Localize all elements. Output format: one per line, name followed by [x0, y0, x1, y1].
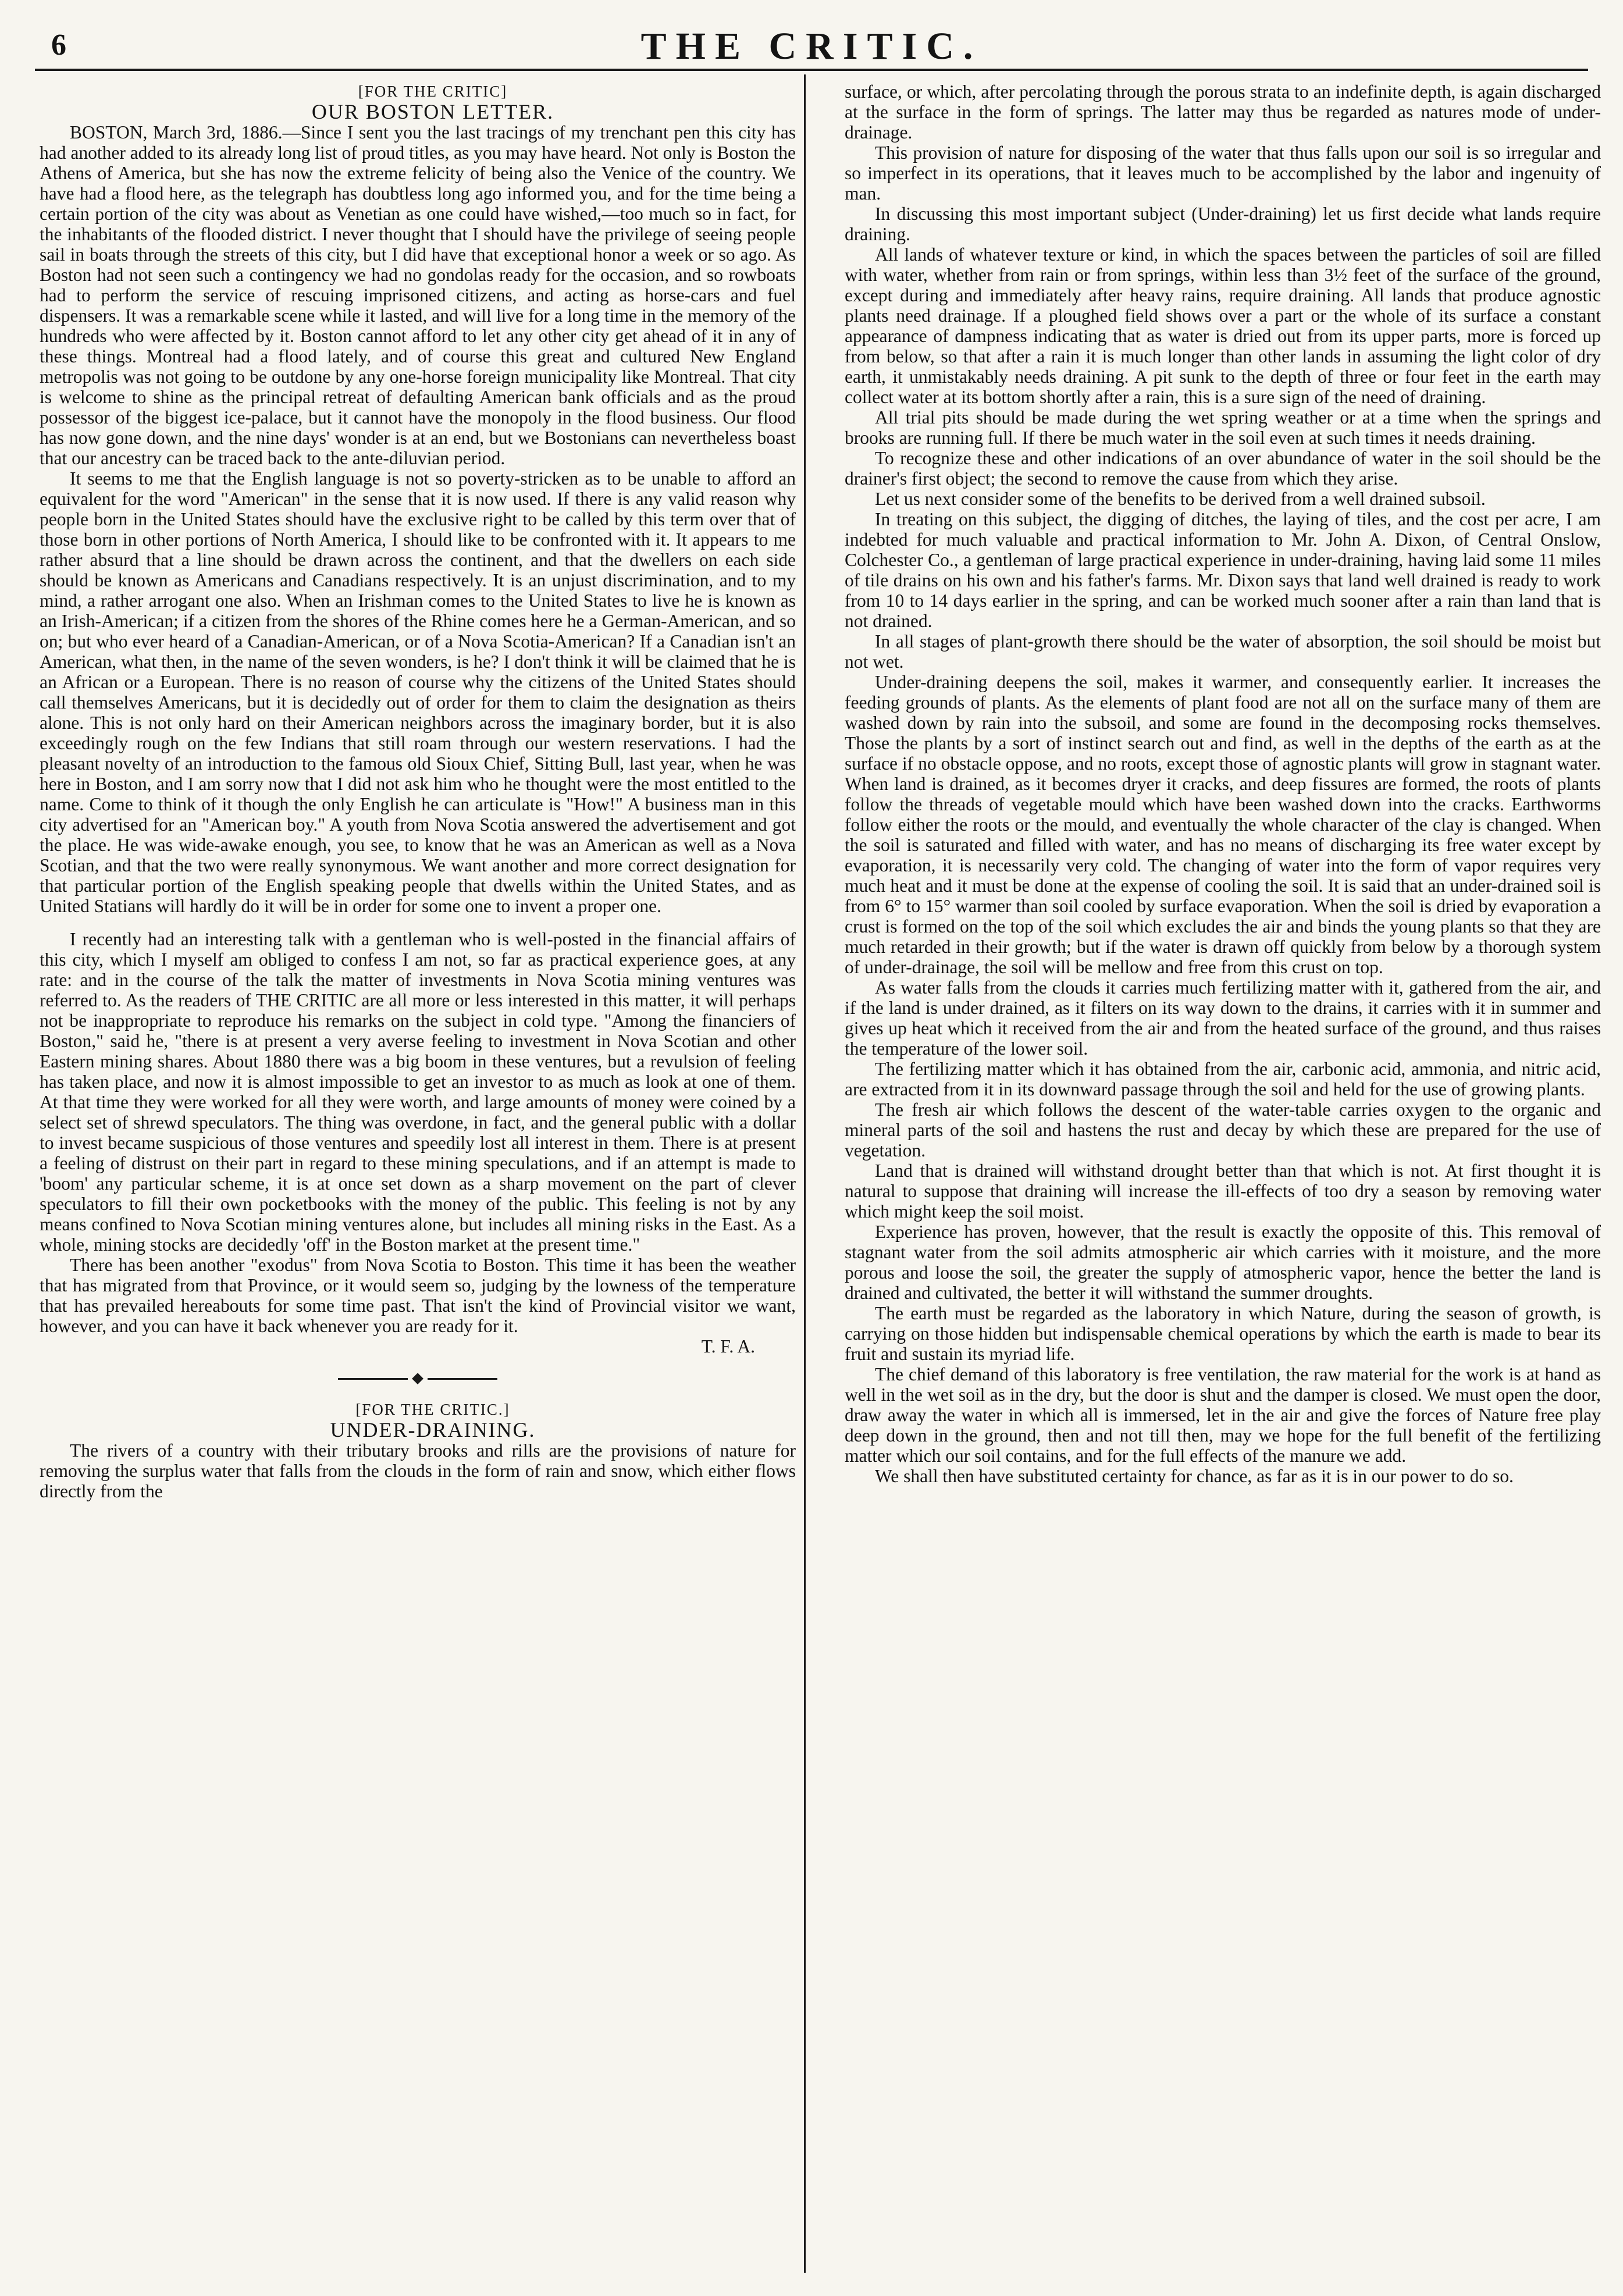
under-draining-paragraph-9: In all stages of plant-growth there should be the water of absorption, the soil should be moist but not wet.	[845, 631, 1601, 672]
under-draining-paragraph-16: The earth must be regarded as the laboratory in which Nature, during the season of growth, is carrying on those hidden but indispensable chemical operations by which the earth is made to bear its fruit and sustain its myriad life.	[845, 1303, 1601, 1364]
under-draining-paragraph-6: To recognize these and other indications of an over abundance of water in the soil should be the drainer's first object; the second to remove the cause from which they arise.	[845, 448, 1601, 489]
under-draining-paragraph-10: Under-draining deepens the soil, makes it warmer, and consequently earlier. It increases the feeding grounds of plants. As the elements of plant food are not all on the surface many of them are washed down by rain into the subsoil, and some are found in the decomposing rocks themselves. Those the plants by a sort of instinct search out and find, as well in the depths of the earth as at the surface if no obstacle oppose, and no roots, except those of agnostic plants will grow in stagnant water. When land is drained, as it becomes dryer it cracks, and deep fissures are formed, the roots of plants follow the threads of vegetable mould which have been washed down into the cracks. Earthworms follow either the roots or the mould, and eventually the whole character of the clay is changed. When the soil is saturated and filled with water, and has no means of discharging its free water except by evaporation, it is necessarily very cold. The changing of water into the form of vapor requires very much heat and it must be done at the expense of cooling the soil. It is said that an under-drained soil is from 6° to 15° warmer than soil cooled by surface evaporation. When the soil is dried by evaporation a crust is formed on the top of the soil which excludes the air and binds the young plants so that they are much retarded in their growth; but if the water is drawn off quickly from below by a thorough system of under-drainage, the soil will be mellow and free from this crust on top.	[845, 672, 1601, 977]
page-header	[35, 23, 1588, 70]
under-draining-paragraph-11: As water falls from the clouds it carries much fertilizing matter with it, gathered from the air, and if the land is under drained, as it filters on its way down to the drains, it carries with it in summer and gives up heat which it received from the air and from the heated surface of the ground, and thus raises the temperature of the lower soil.	[845, 977, 1601, 1059]
under-draining-paragraph-13: The fresh air which follows the descent of the water-table carries oxygen to the organic and mineral parts of the soil and hastens the rust and decay by which these are prepared for the use of vegetation.	[845, 1099, 1601, 1161]
under-draining-paragraph-14: Land that is drained will withstand drought better than that which is not. At first thought it is natural to suppose that draining will increase the ill-effects of too dry a season by removing water which might keep the soil moist.	[845, 1161, 1601, 1222]
ornament-line	[338, 1378, 408, 1380]
boston-letter-pre-heading: [FOR THE CRITIC]	[358, 83, 508, 100]
ornament-line	[428, 1378, 497, 1380]
ornament-diamond	[412, 1373, 423, 1384]
under-draining-paragraph-3: In discussing this most important subject (Under-draining) let us first decide what lands require draining.	[845, 204, 1601, 244]
under-draining-paragraph-5: All trial pits should be made during the wet spring weather or at a time when the springs and brooks are running full. If there be much water in the soil even at such times it needs draining.	[845, 407, 1601, 448]
under-draining-paragraph-7: Let us next consider some of the benefits to be derived from a well drained subsoil.	[875, 489, 1486, 509]
paragraph-spacer	[40, 916, 796, 929]
under-draining-intro-paragraph: The rivers of a country with their tributary brooks and rills are the provisions of nature for removing the surplus water that falls from the clouds in the form of rain and snow, which either flows directly from the	[40, 1440, 796, 1501]
under-draining-paragraph-4: All lands of whatever texture or kind, in which the spaces between the particles of soil are filled with water, whether from rain or from springs, within less than 3½ feet of the surface of the ground, except during and immediately after heavy rains, require draining. All lands that produce agnostic plants need drainage. If a ploughed field shows over a part or the whole of its surface a constant appearance of dampness indicating that as water is dried out from its upper parts, more is forced up from below, so that after a rain it is much longer than other lands in assuming the light color of dry earth, it unmistakably needs draining. A pit sunk to the depth of three or four feet in the earth may collect water at its bottom shortly after a rain, this is a sure sign of the need of draining.	[845, 244, 1601, 407]
under-draining-paragraph-15: Experience has proven, however, that the result is exactly the opposite of this. This removal of stagnant water from the soil admits atmospheric air which carries with it moisture, and the more porous and loose the soil, the greater the supply of atmospheric vapor, hence the better the land is drained and cultivated, the better it will withstand the summer droughts.	[845, 1222, 1601, 1303]
page-number: 6	[51, 29, 66, 62]
under-draining-paragraph-2: This provision of nature for disposing of the water that thus falls upon our soil is so irregular and so imperfect in its operations, that it leaves much to be accomplished by the labor and ingenuity of man.	[845, 143, 1601, 204]
masthead: THE CRITIC.	[640, 25, 983, 67]
column-divider	[804, 74, 806, 2273]
boston-letter-paragraph-2: It seems to me that the English language is not so poverty-stricken as to be unable to afford an equivalent for the word "American" in the sense that it is now used. If there is any valid reason why people born in the United States should have the exclusive right to be called by this term over that of those born in other portions of North America, I should like to be confronted with it. It appears to me rather absurd that a line should be drawn across the continent, and that the dwellers on each side should be known as Americans and Canadians respectively. It is an unjust discrimination, and to my mind, a rather arrogant one also. When an Irishman comes to the United States to live he is known as an Irish-American; if a citizen from the shores of the Rhine comes here he a German-American, and so on; but who ever heard of a Canadian-American, or of a Nova Scotia-American? If a Canadian isn't an American, what then, in the name of the seven wonders, is he? I don't think it will be claimed that he is an African or a European. There is no reason of course why the citizens of the United States should call themselves Americans, but it is decidedly out of order for them to claim the designation as theirs alone. This is not only hard on their American neighbors across the imaginary border, but it is also exceedingly rough on the few Indians that still roam through our western reservations. I had the pleasant novelty of an introduction to the famous old Sioux Chief, Sitting Bull, last year, when he was here in Boston, and I am sorry now that I did not ask him who he thought were the most entitled to the name. Come to think of it though the only English he can articulate is "How!" A business man in this city advertised for an "American boy." A youth from Nova Scotia answered the advertisement and got the place. He was wide-awake enough, you see, to know that he was an American as well as a Nova Scotian, and that the two were really synonymous. We want another and more correct designation for that particular portion of the English speaking people that dwells within the United States, and as United Statians will hardly do it will be in order for some one to invent a proper one.	[40, 468, 796, 916]
boston-letter-title: OUR BOSTON LETTER.	[311, 100, 554, 123]
under-draining-pre-heading: [FOR THE CRITIC.]	[355, 1401, 510, 1418]
under-draining-paragraph-12: The fertilizing matter which it has obtained from the air, carbonic acid, ammonia, and nitric acid, are extracted from it in its downward passage through the soil and held for the use of growing plants.	[845, 1059, 1601, 1099]
header-rule	[35, 69, 1588, 71]
section-divider-ornament	[40, 1374, 796, 1383]
boston-letter-paragraph-4: There has been another "exodus" from Nova Scotia to Boston. This time it has been the weather that has migrated from that Province, or it would seem so, judging by the lowness of the temperature that has prevailed hereabouts for some time past. That isn't the kind of Provincial visitor we want, however, and you can have it back whenever you are ready for it.	[40, 1255, 796, 1336]
boston-letter-paragraph-3: I recently had an interesting talk with a gentleman who is well-posted in the financial affairs of this city, which I myself am obliged to confess I am not, so far as practical experience goes, at any rate: and in the course of the talk the matter of investments in Nova Scotia mining ventures was referred to. As the readers of THE CRITIC are all more or less interested in this matter, it will perhaps not be inappropriate to reproduce his remarks on the subject in cold type. "Among the financiers of Boston," said he, "there is at present a very averse feeling to investment in Nova Scotian and other Eastern mining shares. About 1880 there was a big boom in these ventures, but a revulsion of feeling has taken place, and now it is almost impossible to get an investor to as much as look at one of them. At that time they were worked for all they were worth, and large amounts of money were coined by a select set of shrewd speculators. The thing was overdone, in fact, and the general public with a dollar to invest became suspicious of those ventures and speedily lost all interest in them. There is at present a feeling of distrust on their part in regard to these mining speculations, and if an attempt is made to 'boom' any particular scheme, it is at once set down as a sharp movement on the part of clever speculators to fill their own pocketbooks with the money of the public. This feeling is not by any means confined to Nova Scotian mining ventures alone, but includes all mining risks in the East. As a whole, mining stocks are decidedly 'off' in the Boston market at the present time."	[40, 929, 796, 1255]
left-column	[40, 81, 796, 2273]
under-draining-paragraph-18: We shall then have substituted certainty for chance, as far as it is in our power to do so.	[875, 1466, 1514, 1486]
under-draining-paragraph-17: The chief demand of this laboratory is free ventilation, the raw material for the work is at hand as well in the wet soil as in the dry, but the door is shut and the damper is closed. We must open the door, draw away the water in which all is immersed, let in the air and give the forces of Nature free play deep down in the ground, then and not till then, may we hope for the full benefit of the fertilizing matter which our soil contains, and for the full effects of the manure we add.	[845, 1364, 1601, 1466]
under-draining-paragraph-8: In treating on this subject, the digging of ditches, the laying of tiles, and the cost per acre, I am indebted for much valuable and practical information to Mr. John A. Dixon, of Central Onslow, Colchester Co., a gentleman of large practical experience in under-draining, having laid some 11 miles of tile drains on his own and his father's farms. Mr. Dixon says that land well drained is ready to work from 10 to 14 days earlier in the spring, and can be worked much sooner after a rain than land that is not drained.	[845, 509, 1601, 631]
under-draining-title: UNDER-DRAINING.	[330, 1418, 536, 1441]
boston-letter-paragraph-1: BOSTON, March 3rd, 1886.—Since I sent you the last tracings of my trenchant pen this city has had another added to its already long list of proud titles, as you may have heard. Not only is Boston the Athens of America, but she has now the extreme felicity of being also the Venice of the country. We have had a flood here, as the telegraph has doubtless long ago informed you, and for the time being a certain portion of the city was about as Venetian as one could have wished,—too much so in fact, for the inhabitants of the flooded district. I never thought that I should have the privilege of seeing people sail in boats through the streets of this city, but I did have that exceptional honor a week or so ago. As Boston had not seen such a contingency we had no gondolas ready for the occasion, and so rowboats had to perform the service of rescuing imprisoned citizens, and acting as horse-cars and fuel dispensers. It was a remarkable scene while it lasted, and will live for a long time in the memory of the hundreds who were affected by it. Boston cannot afford to let any other city get ahead of it in any of these things. Montreal had a flood lately, and of course this great and cultured New England metropolis was not going to be outdone by any one-horse foreign municipality like Montreal. That city is welcome to shine as the principal retreat of defaulting American bank officials and as the proud possessor of the biggest ice-palace, but it cannot have the monopoly in the flood business. Our flood has now gone down, and the nine days' wonder is at an end, but we Bostonians can nevertheless boast that our ancestry can be traced back to the ante-diluvian period.	[40, 122, 796, 468]
under-draining-paragraph-1: surface, or which, after percolating through the porous strata to an indefinite depth, is again discharged at the surface in the form of springs. The latter may thus be regarded as natures mode of under-drainage.	[845, 81, 1601, 143]
boston-letter-signature: T. F. A.	[701, 1336, 755, 1357]
right-column	[845, 81, 1601, 2273]
